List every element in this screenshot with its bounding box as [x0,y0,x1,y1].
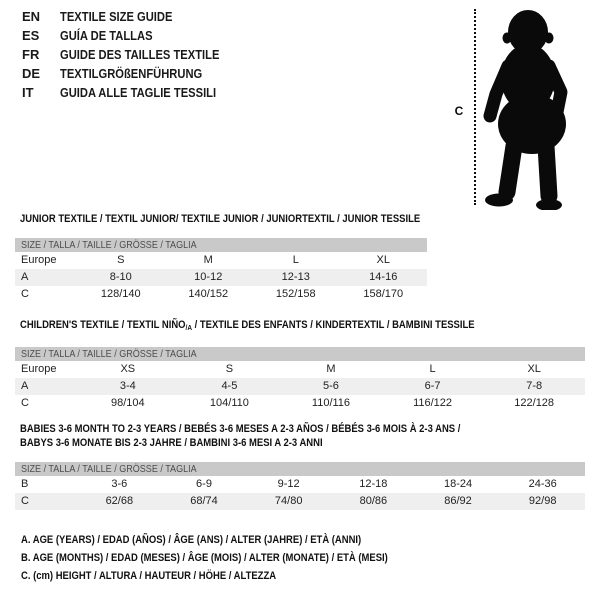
row-label: A [21,380,29,392]
language-list [22,7,245,102]
table-row [15,476,585,493]
size-cell: 128/140 [100,288,141,300]
size-cell: 4-5 [221,380,238,392]
table-title-line [20,436,323,450]
language-label-text: TEXTILE SIZE GUIDE [60,9,173,24]
size-cell: 68/74 [190,495,218,507]
language-label [60,45,245,64]
size-cell: 9-12 [277,478,300,490]
size-cell: XL [527,363,541,375]
language-label [60,7,191,26]
size-cell: 8-10 [109,271,132,283]
size-table [15,462,585,510]
language-label [60,26,168,45]
language-row [22,64,245,83]
table-title-part: CHILDREN'S TEXTILE / TEXTIL NIÑO [20,319,186,331]
size-table-section [15,318,585,412]
footnote [21,567,448,585]
language-row [22,45,245,64]
table-title-part: /A [185,323,192,332]
size-cell: 18-24 [443,478,473,490]
language-label [60,83,242,102]
size-table [15,347,585,412]
language-label-text: GUIDE DES TAILLES TEXTILE [60,47,220,62]
table-title [15,422,585,436]
size-cell: 98/104 [110,397,145,409]
size-cell: L [429,363,436,375]
language-code: IT [22,85,34,100]
footnote-text: C. (cm) HEIGHT / ALTURA / HAUTEUR / HÖHE / ALTEZZA [21,570,277,582]
language-label [60,64,225,83]
language-row [22,83,245,102]
size-cell: XL [376,254,390,266]
size-cell: M [203,254,213,266]
size-table [15,238,427,303]
language-label-text: GUÍA DE TALLAS [60,28,153,43]
language-code: ES [22,28,40,43]
size-cell: 5-6 [323,380,339,392]
language-label-text: GUIDA ALLE TAGLIE TESSILI [60,85,217,100]
size-cell: XS [120,363,136,375]
table-size-header [15,347,585,361]
table-size-header-text: SIZE / TALLA / TAILLE / GRÖSSE / TAGLIA [21,463,197,475]
row-label: Europe [21,254,57,266]
size-cell: 6-9 [196,478,212,490]
table-title [15,436,585,450]
table-row [15,269,427,286]
size-cell: 74/80 [274,495,303,507]
language-row [22,7,245,26]
size-cell: L [292,254,299,266]
table-row [15,361,585,378]
table-size-header [15,238,427,252]
row-label: Europe [21,363,57,375]
table-title [15,318,585,335]
size-cell: 62/68 [105,495,134,507]
row-label: B [21,478,29,490]
size-cell: 6-7 [424,380,441,392]
height-measure-dotted-line [474,9,476,205]
size-cell: S [117,254,125,266]
table-title-line [20,422,460,436]
footnote-text: B. AGE (MONTHS) / EDAD (MESES) / ÂGE (MOIS) / ALTER (MONATE) / ETÀ (MESI) [21,552,388,564]
size-table-section [15,422,585,510]
row-label: A [21,271,29,283]
table-title-part: BABYS 3-6 MONATE BIS 2-3 JAHRE / BAMBINI 3-6 MESI A 2-3 ANNI [20,437,323,449]
size-cell: S [225,363,234,375]
language-label-text: TEXTILGRÖßENFÜHRUNG [60,66,203,81]
size-cell: 80/86 [359,495,388,507]
table-title-line [20,212,420,226]
size-cell: 152/158 [275,288,316,300]
table-size-header [15,462,585,476]
size-cell: 14-16 [369,271,398,283]
language-row [22,26,245,45]
size-cell: 10-12 [194,271,223,283]
table-row [15,252,427,269]
size-cell: 12-18 [359,478,388,490]
table-row [15,378,585,395]
table-title-part: JUNIOR TEXTILE / TEXTIL JUNIOR/ TEXTILE JUNIOR / JUNIORTEXTIL / JUNIOR TESSILE [20,213,421,225]
table-title [15,212,485,226]
table-row [15,493,585,510]
language-code: EN [22,9,41,24]
size-cell: 3-6 [111,478,128,490]
size-cell: 158/170 [363,288,404,300]
table-row [15,286,427,303]
size-cell: 116/122 [413,397,453,409]
row-label: C [21,495,29,507]
size-cell: M [326,363,336,375]
footnote-text: A. AGE (YEARS) / EDAD (AÑOS) / ÂGE (ANS) / ALTER (JAHRE) / ETÀ (ANNI) [21,534,362,546]
footnote [21,549,448,567]
size-cell: 92/98 [528,495,557,507]
row-label: C [21,288,29,300]
size-table-section [15,212,485,303]
language-code: FR [22,47,40,62]
language-code: DE [22,66,41,81]
table-title-part: BABIES 3-6 MONTH TO 2-3 YEARS / BEBÉS 3-6 MESES A 2-3 AÑOS / BÉBÉS 3-6 MOIS À 2-3 ANS / [20,423,461,435]
baby-silhouette-icon [483,6,579,210]
row-label: C [21,397,29,409]
size-cell: 86/92 [444,495,472,507]
size-cell: 140/152 [188,288,229,300]
table-row [15,395,585,412]
footnote [21,531,448,549]
footnotes [15,531,448,585]
size-cell: 24-36 [528,478,557,490]
table-title-line [20,318,475,335]
height-measure-label: C [454,104,464,118]
table-title-part: / TEXTILE DES ENFANTS / KINDERTEXTIL / BAMBINI TESSILE [191,319,475,331]
size-cell: 104/110 [209,397,249,409]
size-cell: 122/128 [514,397,555,409]
size-cell: 110/116 [311,397,351,409]
table-size-header-text: SIZE / TALLA / TAILLE / GRÖSSE / TAGLIA [21,348,197,360]
size-cell: 3-4 [119,380,136,392]
table-size-header-text: SIZE / TALLA / TAILLE / GRÖSSE / TAGLIA [21,239,197,251]
size-cell: 12-13 [281,271,310,283]
size-cell: 7-8 [526,380,543,392]
